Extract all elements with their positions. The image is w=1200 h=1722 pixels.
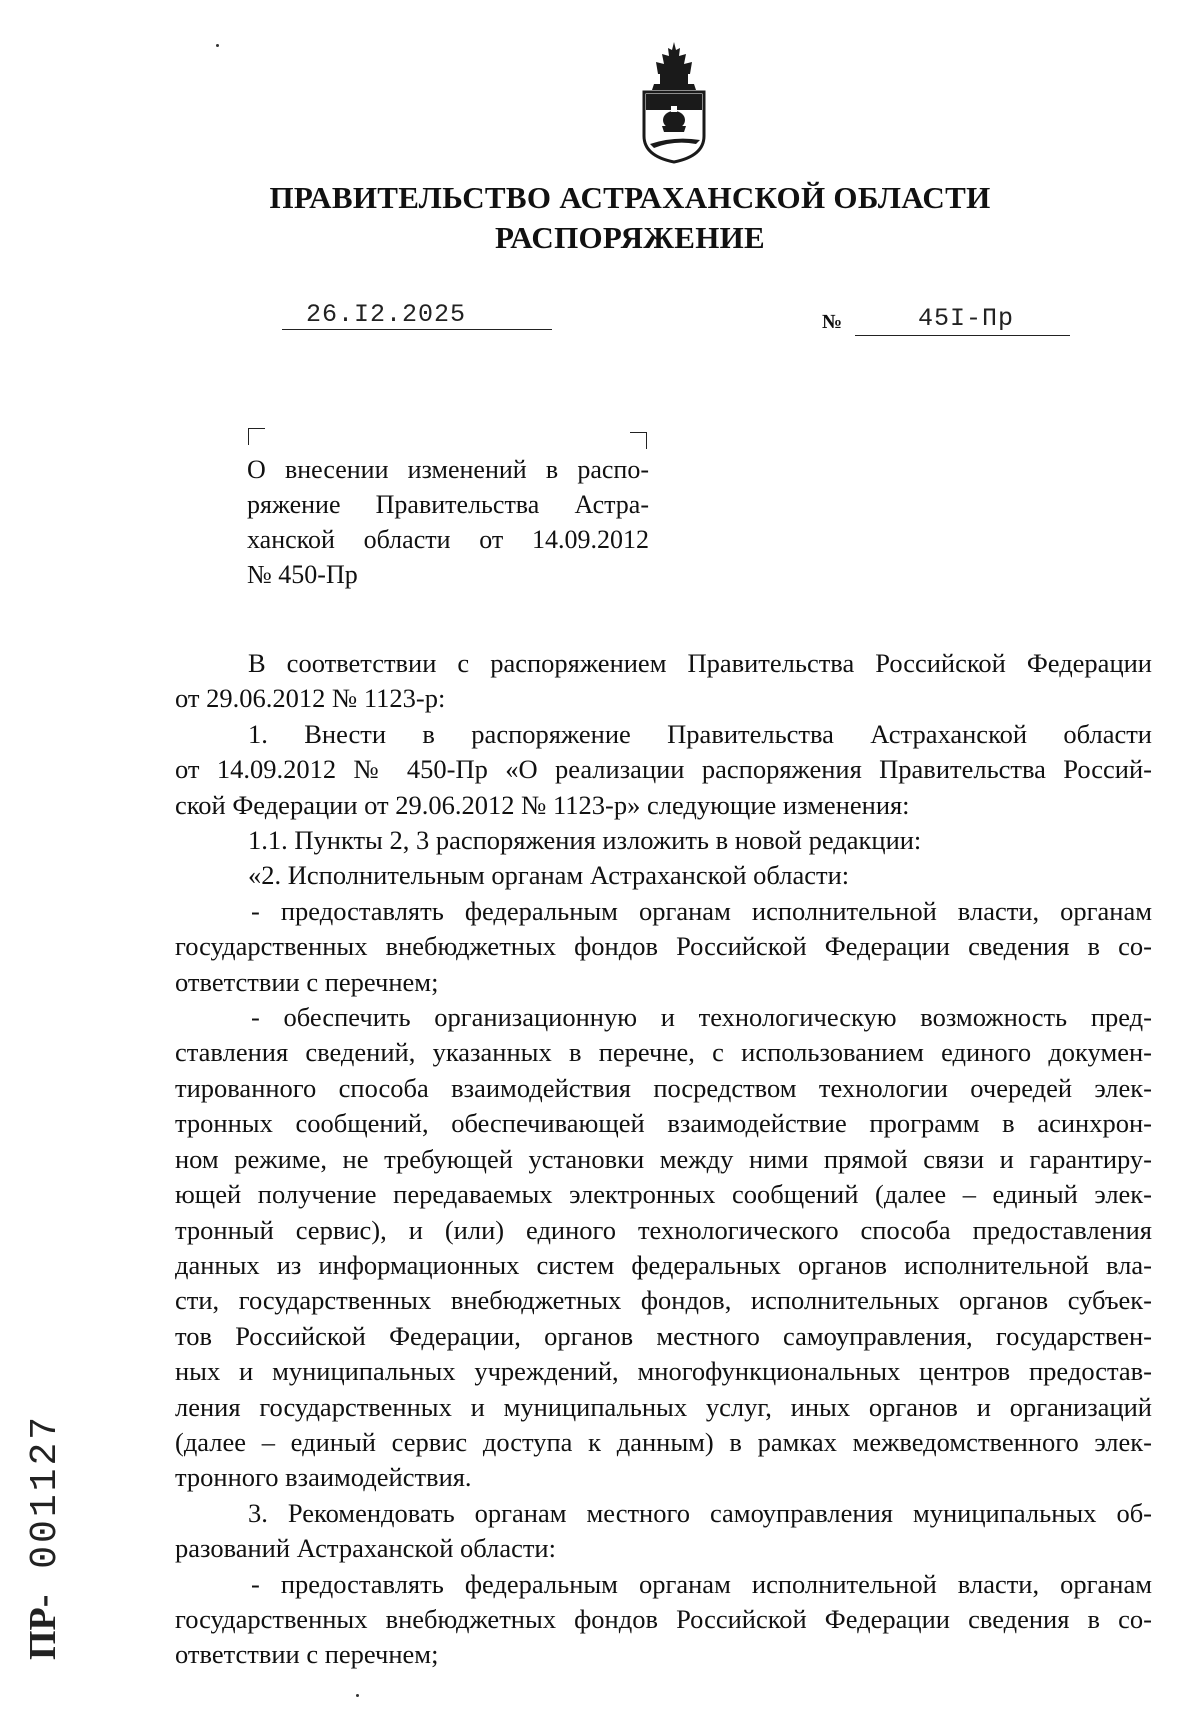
body-line: данных из информационных систем федеральных органов исполнительной вла- (175, 1249, 1152, 1280)
body-line: тов Российской Федерации, органов местного самоуправления, государствен- (175, 1320, 1152, 1351)
number-sign: № (822, 311, 843, 333)
subject-corner-left (248, 428, 265, 445)
subject-block (247, 452, 649, 592)
body-line: разований Астраханской области: (175, 1533, 556, 1564)
body-line: ответствии с перечнем; (175, 1639, 439, 1670)
subject-line: № 450-Пр (247, 560, 358, 589)
body-line: - предоставлять федеральным органам исполнительной власти, органам (251, 1568, 1152, 1599)
scan-speck (356, 1694, 359, 1697)
coat-of-arms-emblem (634, 40, 714, 164)
body-line: - предоставлять федеральным органам исполнительной власти, органам (251, 895, 1152, 926)
doc-type-title: РАСПОРЯЖЕНИЕ (494, 220, 766, 255)
body-line: тронных сообщений, обеспечивающей взаимодействие программ в асинхрон- (175, 1108, 1152, 1139)
body-line: от 14.09.2012 № 450-Пр «О реализации распоряжения Правительства Россий- (175, 754, 1152, 785)
body-line: государственных внебюджетных фондов Российской Федерации сведения в со- (175, 1603, 1152, 1634)
body-line: 3. Рекомендовать органам местного самоуправления муниципальных об- (248, 1497, 1152, 1528)
body-line: - обеспечить организационную и технологическую возможность пред- (251, 1002, 1152, 1033)
body-line: сти, государственных внебюджетных фондов, исполнительных органов субъек- (175, 1285, 1152, 1316)
body-line: ном режиме, не требующей установки между ними прямой связи и гарантиру- (175, 1143, 1152, 1174)
subject-line: ханской области от 14.09.2012 (247, 525, 649, 554)
body-line: В соответствии с распоряжением Правительства Российской Федерации (248, 648, 1152, 678)
side-registration-stamp (18, 1390, 78, 1660)
body-line: государственных внебюджетных фондов Российской Федерации сведения в со- (175, 931, 1152, 962)
body-line: тированного способа взаимодействия посредством технологии очередей элек- (175, 1072, 1152, 1103)
body-line: 1.1. Пункты 2, 3 распоряжения изложить в новой редакции: (248, 825, 922, 856)
body-line: ющей получение передаваемых электронных сообщений (далее – единый элек- (175, 1179, 1152, 1210)
body-line: ставления сведений, указанных в перечне, с использованием единого докумен- (175, 1037, 1152, 1068)
date-underline (282, 329, 552, 330)
number-underline (855, 335, 1070, 336)
body-line: 1. Внести в распоряжение Правительства Астраханской области (248, 718, 1152, 749)
side-stamp-prefix: ПР- (22, 1594, 64, 1660)
body-line: ской Федерации от 29.06.2012 № 1123-р» следующие изменения: (175, 789, 910, 820)
subject-line: ряжение Правительства Астра- (247, 490, 649, 519)
org-title: ПРАВИТЕЛЬСТВО АСТРАХАНСКОЙ ОБЛАСТИ (269, 180, 991, 215)
document-date: 26.I2.2025 (306, 300, 467, 329)
subject-corner-right (630, 432, 647, 449)
body-line: тронный сервис), и (или) единого технологического способа предоставления (175, 1214, 1152, 1245)
body-line: тронного взаимодействия. (175, 1462, 472, 1493)
side-stamp-code: 001127 (24, 1413, 67, 1569)
document-number: 45I-Пр (918, 304, 1015, 333)
body-line: ответствии с перечнем; (175, 966, 439, 997)
body-line: (далее – единый сервис доступа к данным) в рамках межведомственного элек- (175, 1426, 1152, 1457)
body-line: ления государственных и муниципальных услуг, иных органов и организаций (175, 1391, 1152, 1422)
scan-speck (216, 44, 219, 47)
body-line: ных и муниципальных учреждений, многофункциональных центров предостав- (175, 1356, 1152, 1387)
body-text (175, 646, 1152, 1673)
subject-line: О внесении изменений в распо- (247, 455, 649, 484)
body-line: от 29.06.2012 № 1123-р: (175, 683, 446, 714)
body-line: «2. Исполнительным органам Астраханской области: (248, 860, 850, 891)
